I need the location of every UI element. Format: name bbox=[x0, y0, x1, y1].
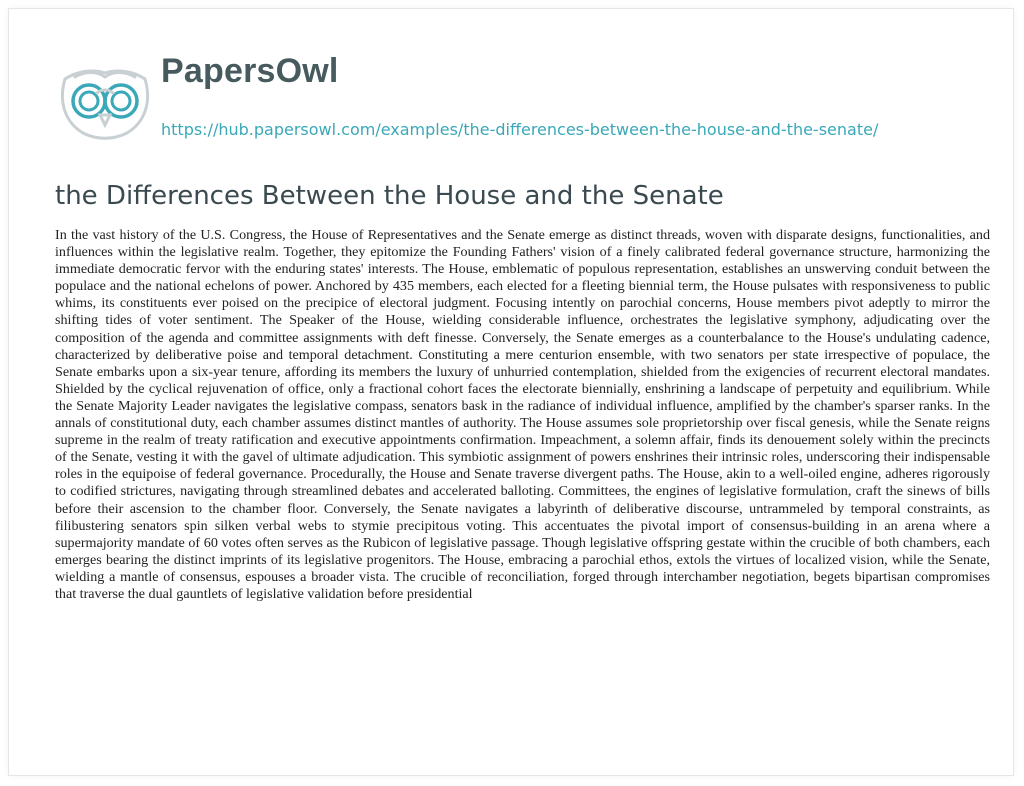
essay-body-text: In the vast history of the U.S. Congress, the House of Representatives and the Senate emerge as distinct threads, woven with disparate designs, functionalities, and influences within the legislative realm. Together, they epitomize the Founding Fathers' vision of a finely calibrated federal governance structure, harmonizing the immediate democratic fervor with the enduring states' interests. The House, emblematic of populous representation, establishes an unswerving conduit between the populace and the national echelons of power. Anchored by 435 members, each elected for a fleeting biennial term, the House pulsates with responsiveness to public whims, its constituents ever poised on the precipice of electoral judgment. Focusing intently on parochial concerns, House members pivot adeptly to mirror the shifting tides of voter sentiment. The Speaker of the House, wielding considerable influence, orchestrates the legislative symphony, adjudicating over the composition of the agenda and committee assignments with deft finesse. Conversely, the Senate emerges as a counterbalance to the House's undulating cadence, characterized by deliberative poise and temporal detachment. Constituting a mere centurion ensemble, with two senators per state irrespective of populace, the Senate embarks upon a six-year tenure, affording its members the luxury of unhurried contemplation, shielded from the exigencies of recurrent electoral mandates. Shielded by the cyclical rejuvenation of office, only a fractional cohort faces the electorate biennially, enshrining a landscape of perpetuity and equilibrium. While the Senate Majority Leader navigates the legislative compass, senators bask in the radiance of individual influence, amplified by the chamber's sparser ranks. In the annals of constitutional duty, each chamber assumes distinct mantles of authority. The House assumes sole proprietorship over fiscal genesis, while the Senate reigns supreme in the realm of treaty ratification and executive appointments confirmation. Impeachment, a solemn affair, finds its denouement solely within the precincts of the Senate, vesting it with the gavel of ultimate adjudication. This symbiotic assignment of powers enshrines their intrinsic roles, underscoring their indispensable roles in the equipoise of federal governance. Procedurally, the House and Senate traverse divergent paths. The House, akin to a well-oiled engine, adheres rigorously to codified strictures, navigating through streamlined debates and accelerated balloting. Committees, the engines of legislative formulation, craft the sinews of bills before their ascension to the chamber floor. Conversely, the Senate navigates a labyrinth of deliberative discourse, untrammeled by temporal constraints, as filibustering senators spin silken verbal webs to stymie precipitous voting. This accentuates the pivotal import of consensus-building in an arena where a supermajority mandate of 60 votes often serves as the Rubicon of legislative passage. Though legislative offspring gestate within the crucible of both chambers, each emerges bearing the distinct imprints of its legislative progenitors. The House, embracing a parochial ethos, extols the virtues of localized vision, while the Senate, wielding a mantle of consensus, espouses a broader vista. The crucible of reconciliation, forged through interchamber negotiation, begets bipartisan compromises that traverse the dual gauntlets of legislative validation before presidential bbox=[55, 227, 990, 602]
brand-header bbox=[53, 49, 878, 149]
owl-logo-graphic bbox=[53, 49, 157, 141]
source-url-link[interactable]: https://hub.papersowl.com/examples/the-differences-between-the-house-and-the-senate/ bbox=[161, 120, 879, 139]
brand-text-block bbox=[161, 49, 878, 141]
document-title: the Differences Between the House and the Senate bbox=[55, 181, 724, 211]
document-page bbox=[9, 9, 1013, 775]
brand-name[interactable]: PapersOwl bbox=[161, 52, 339, 90]
owl-face-logo-icon bbox=[53, 49, 157, 141]
